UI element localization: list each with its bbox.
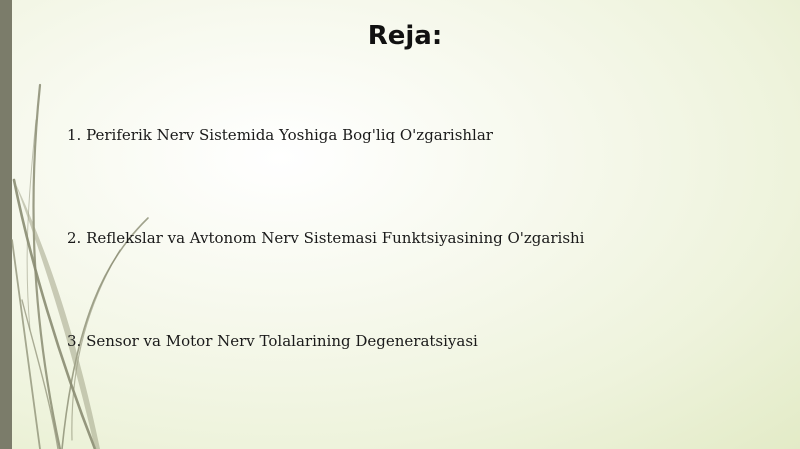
slide-title: Reja: (367, 21, 443, 51)
plan-item-2: 2. Reflekslar va Avtonom Nerv Sistemasi Funktsiyasining O'zgarishi (67, 229, 585, 247)
grass-decoration-icon (0, 0, 200, 449)
plan-item-3: 3. Sensor va Motor Nerv Tolalarining Degeneratsiyasi (67, 332, 478, 350)
plan-item-1: 1. Periferik Nerv Sistemida Yoshiga Bog'liq O'zgarishlar (67, 126, 493, 144)
